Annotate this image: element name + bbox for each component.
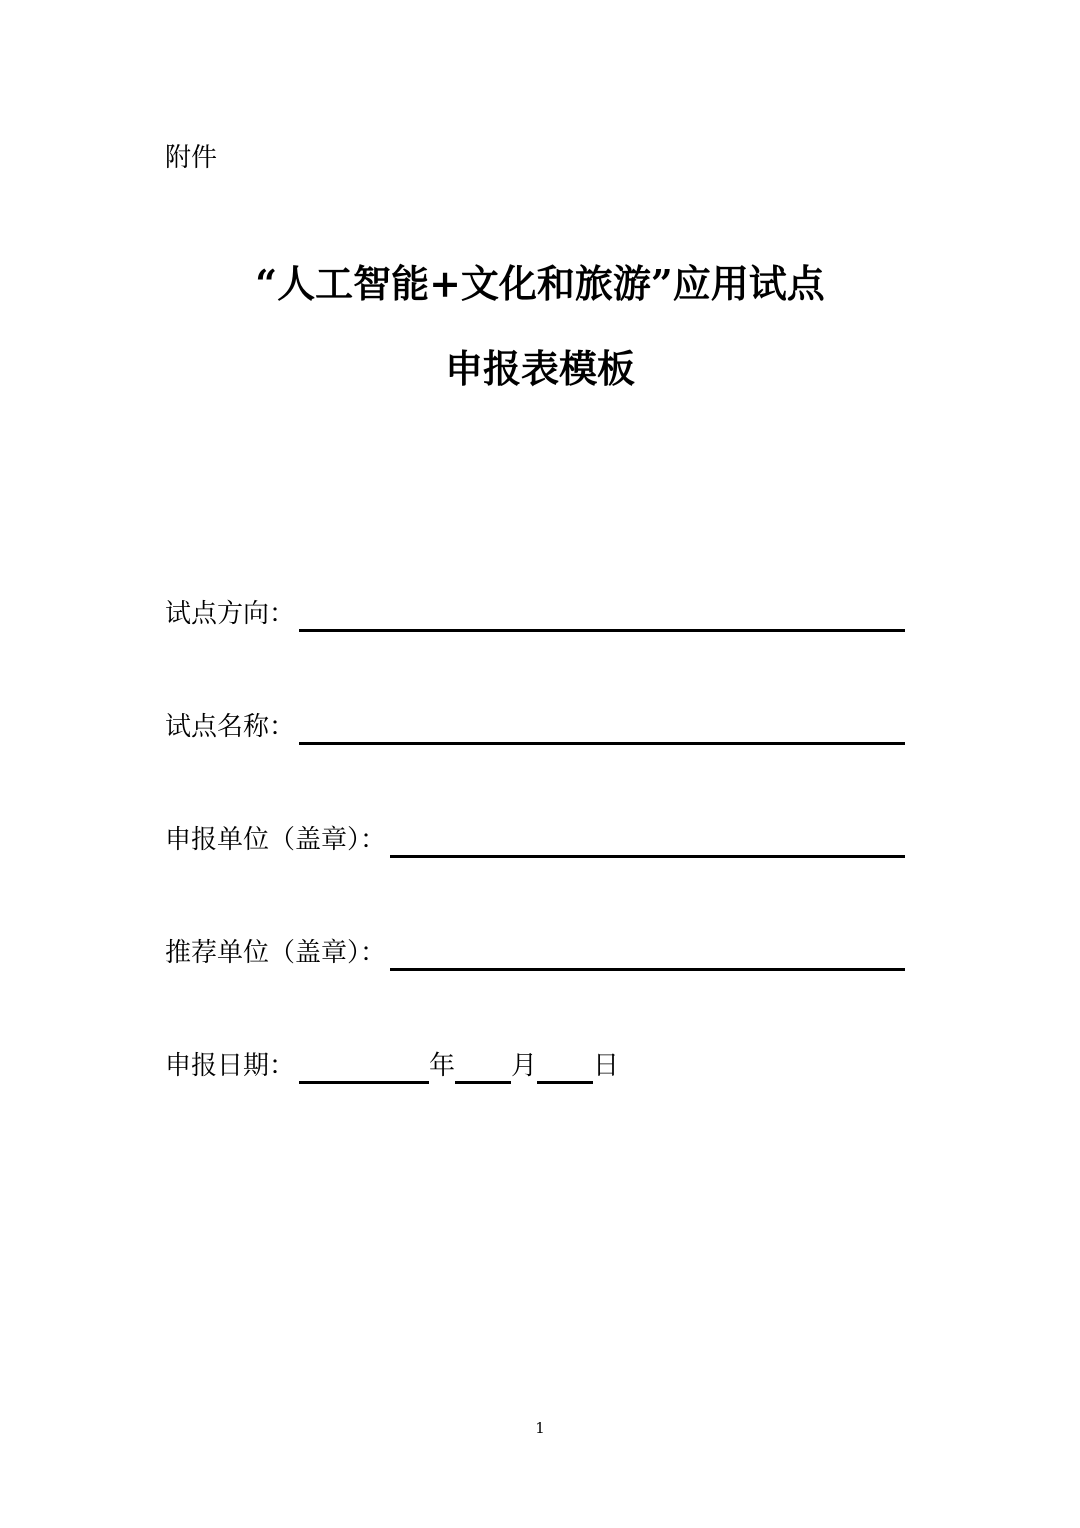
- pilot-name-label: 试点名称：: [165, 712, 296, 742]
- month-blank[interactable]: [455, 1080, 511, 1084]
- recommending-unit-field: [165, 931, 905, 971]
- page-number: 1: [535, 1419, 545, 1437]
- day-blank[interactable]: [537, 1080, 593, 1084]
- pilot-direction-blank[interactable]: [299, 628, 905, 632]
- pilot-name-blank[interactable]: [299, 741, 905, 745]
- year-unit: 年: [429, 1051, 456, 1081]
- application-date-field: [165, 1044, 619, 1084]
- year-blank[interactable]: [299, 1080, 429, 1084]
- document-title-line-2: 申报表模板: [444, 346, 635, 391]
- applicant-unit-field: [165, 818, 905, 858]
- pilot-name-field: [165, 705, 905, 745]
- recommending-unit-label: 推荐单位（盖章）：: [165, 938, 387, 968]
- attachment-label: 附件: [165, 143, 218, 173]
- day-unit: 日: [593, 1051, 620, 1081]
- application-date-label: 申报日期：: [165, 1051, 296, 1081]
- pilot-direction-label: 试点方向：: [165, 599, 296, 629]
- applicant-unit-blank[interactable]: [390, 854, 905, 858]
- pilot-direction-field: [165, 592, 905, 632]
- document-title-line-1: “人工智能+文化和旅游”应用试点: [255, 261, 825, 306]
- month-unit: 月: [511, 1051, 538, 1081]
- applicant-unit-label: 申报单位（盖章）：: [165, 825, 387, 855]
- recommending-unit-blank[interactable]: [390, 967, 905, 971]
